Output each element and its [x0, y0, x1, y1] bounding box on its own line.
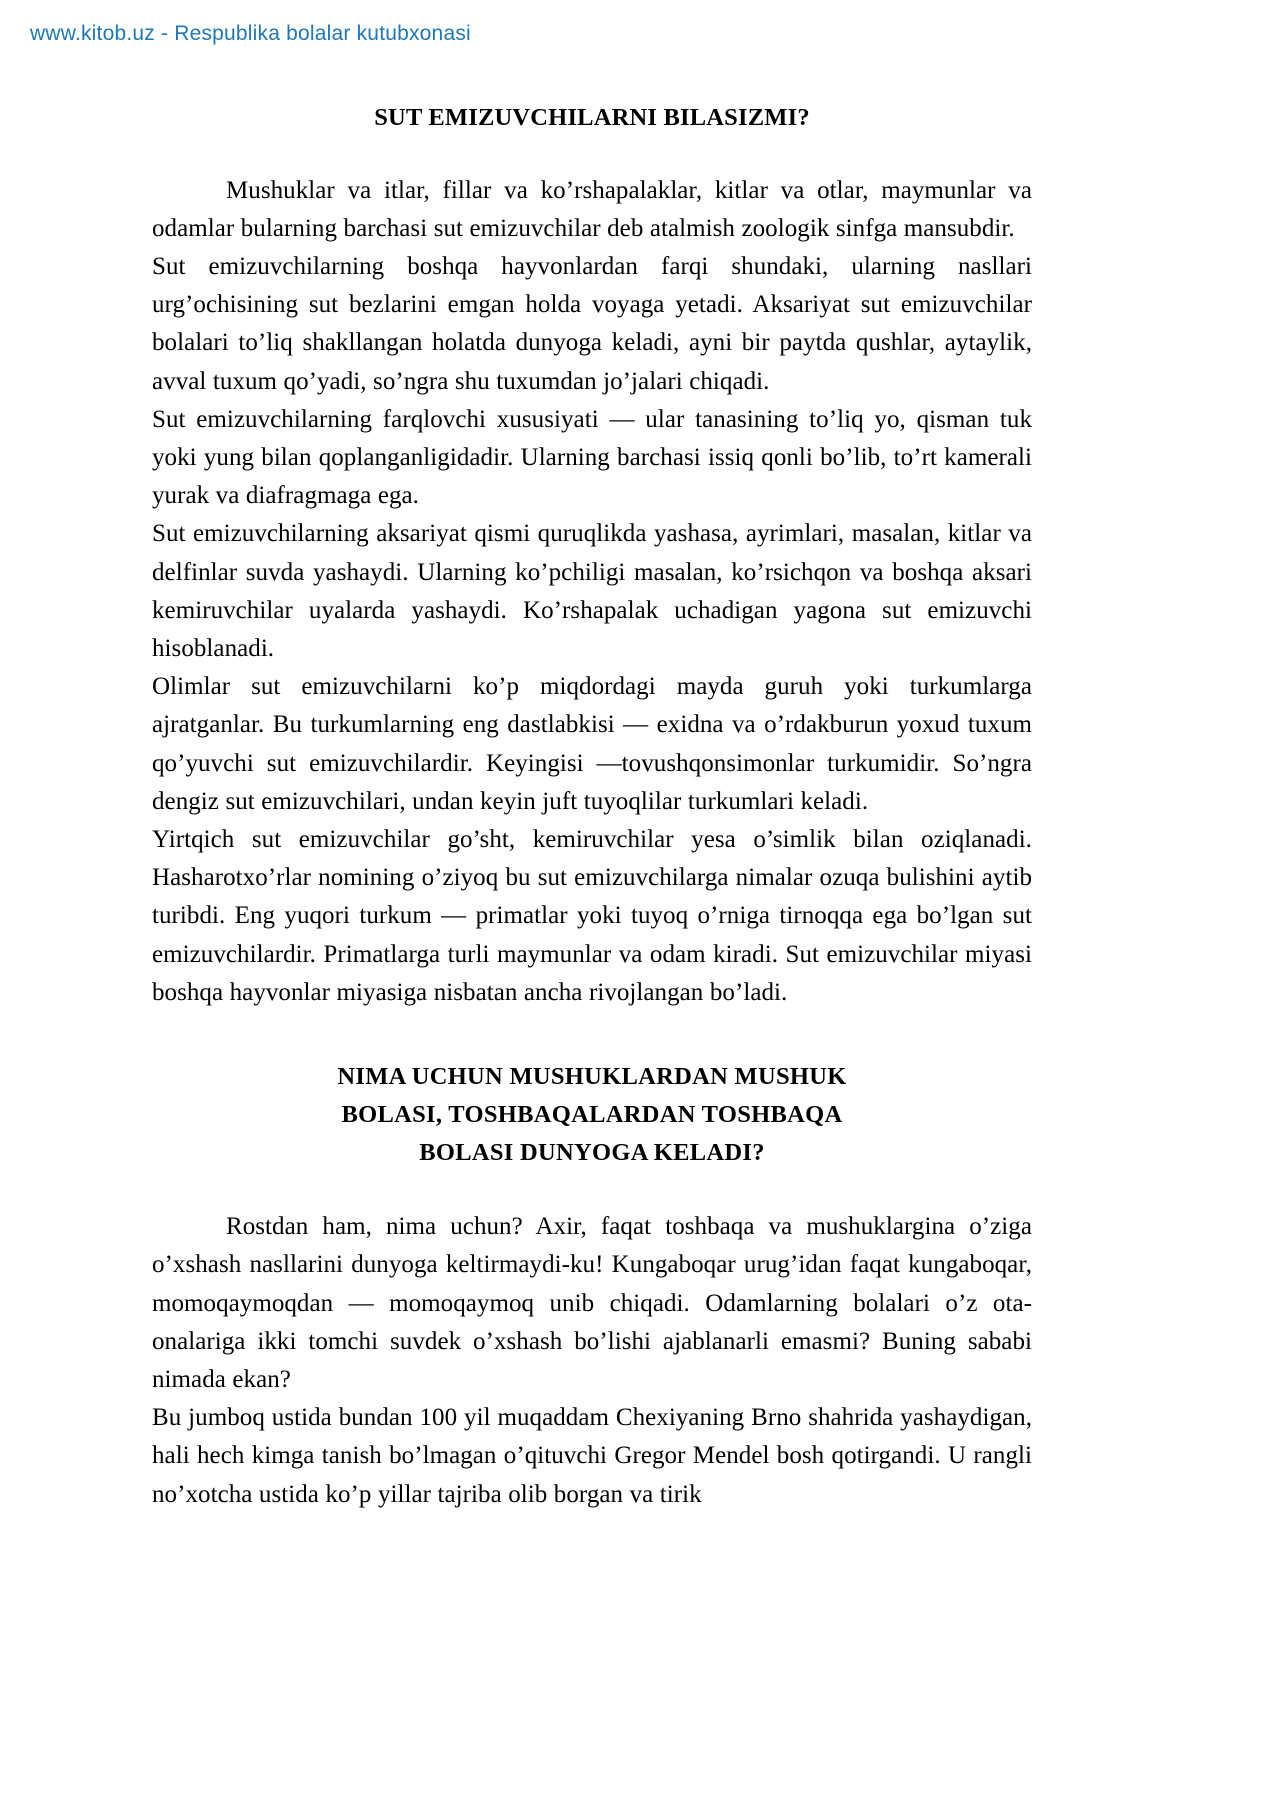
paragraph-3: Sut emizuvchilarning farqlovchi xususiyati — ular tanasining to’liq yo, qisman tuk yoki yung bilan qoplanganligidadir. Ularning barchasi issiq qonli bo’lib, to’rt kamerali yurak va diafragmaga ega. — [152, 405, 1032, 510]
spacer — [152, 1012, 1032, 1058]
spacer — [152, 1172, 1032, 1208]
paragraph-4: Sut emizuvchilarning aksariyat qismi quruqlikda yashasa, ayrimlari, masalan, kitlar va delfinlar suvda yashaydi. Ularning ko’pchiligi masalan, ko’rsichqon va boshqa aksari kemiruvchilar uyalarda yashaydi. Ko’rshapalak uchadigan yagona sut emizuvchi hisoblanadi. — [152, 520, 1032, 663]
text-column — [152, 103, 1032, 1514]
section2-paragraph-1: Rostdan ham, nima uchun? Axir, faqat toshbaqa va mushuklargina o’ziga o’xshash nasllarini dunyoga keltirmaydi-ku! Kungaboqar urug’idan faqat kungaboqar, momoqaymoqdan — momoqaymoq unib chiqadi. Odamlarning bolalari o’z ota-onalariga ikki tomchi suvdek o’xshash bo’lishi ajablanarli emasmi? Buning sababi nimada ekan? — [152, 1213, 1032, 1393]
spacer — [152, 134, 1032, 172]
paragraph-1: Mushuklar va itlar, fillar va ko’rshapalaklar, kitlar va otlar, maymunlar va odamlar bularning barchasi sut emizuvchilar deb atalmish zoologik sinfga mansubdir. — [152, 176, 1032, 242]
paragraph-6: Yirtqich sut emizuvchilar go’sht, kemiruvchilar yesa o’simlik bilan oziqlanadi. Hasharotxo’rlar nomining o’ziyoq bu sut emizuvchilarga nimalar ozuqa bulishini aytib turibdi. Eng yuqori turkum — primatlar yoki tuyoq o’rniga tirnoqqa ega bo’lgan sut emizuvchilardir. Primatlarga turli maymunlar va odam kiradi. Sut emizuvchilar miyasi boshqa hayvonlar miyasiga nisbatan ancha rivojlangan bo’ladi. — [152, 826, 1032, 1006]
paragraph-2: Sut emizuvchilarning boshqa hayvonlardan farqi shundaki, ularning nasllari urg’ochisining sut bezlarini emgan holda voyaga yetadi. Aksariyat sut emizuvchilar bolalari to’liq shakllangan holatda dunyoga keladi, ayni bir paytda qushlar, aytaylik, avval tuxum qo’yadi, so’ngra shu tuxumdan jo’jalari chiqadi. — [152, 253, 1032, 395]
section-heading — [152, 1058, 1032, 1172]
section-heading-line-2: BOLASI, TOSHBAQALARDAN TOSHBAQA — [341, 1101, 843, 1129]
section-heading-line-3: BOLASI DUNYOGA KELADI? — [419, 1139, 765, 1167]
section-heading-line-1: NIMA UCHUN MUSHUKLARDAN MUSHUK — [337, 1063, 847, 1091]
section2-paragraph-2: Bu jumboq ustida bundan 100 yil muqaddam Chexiyaning Brno shahrida yashaydigan, hali hech kimga tanish bo’lmagan o’qituvchi Gregor Mendel bosh qotirgandi. U rangli no’xotcha ustida ko’p yillar tajriba olib borgan va tirik — [152, 1404, 1032, 1508]
site-watermark[interactable]: www.kitob.uz - Respublika bolalar kutubxonasi — [30, 22, 471, 45]
paragraph-5: Olimlar sut emizuvchilarni ko’p miqdordagi mayda guruh yoki turkumlarga ajratganlar. Bu turkumlarning eng dastlabkisi — exidna va o’rdakburun yoxud tuxum qo’yuvchi sut emizuvchilardir. Keyingisi —tovushqonsimonlar turkumidir. So’ngra dengiz sut emizuvchilari, undan keyin juft tuyoqlilar turkumlari keladi. — [152, 673, 1032, 815]
page-title: SUT EMIZUVCHILARNI BILASIZMI? — [374, 104, 810, 131]
